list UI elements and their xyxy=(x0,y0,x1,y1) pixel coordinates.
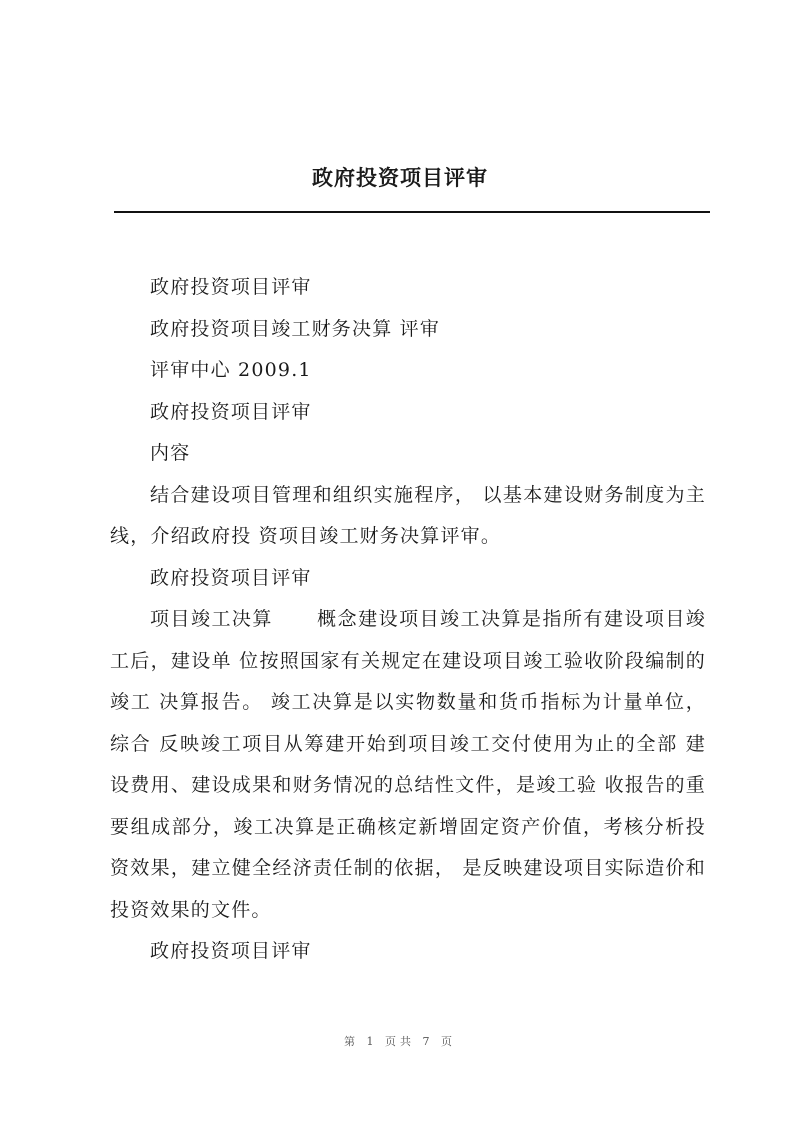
paragraph-intro: 结合建设项目管理和组织实施程序， 以基本建设财务制度为主线，介绍政府投 资项目竣工财务决算评审。 xyxy=(110,483,706,547)
body-line: 评审中心 2009.1 xyxy=(150,359,312,381)
paragraph-lead-term: 项目竣工决算 xyxy=(150,608,273,630)
body-line: 政府投资项目评审 xyxy=(150,400,312,423)
body-line: 内容 xyxy=(150,442,191,464)
paragraph-final-accounts xyxy=(110,599,706,931)
document-title: 政府投资项目评审 xyxy=(312,166,488,190)
body-line: 政府投资项目评审 xyxy=(150,276,312,298)
paragraph-body-text: 概念建设项目竣工决算是指所有建设项目竣工后，建设单 位按照国家有关规定在建设项目竣工验收阶段编制的竣工 决算报告。 竣工决算是以实物数量和货币指标为计量单位，综合 反映竣工项目从筹建开始到项目竣工交付使用为止的全部 建设费用、建设成果和财务情况的总结性文件，是竣工验 收报告的重要组成部分，竣工决算是正确核定新增固定资产价值，考核分析投资效果，建立健全经济责任制的依据， 是反映建设项目实际造价和投资效果的文件。 xyxy=(110,608,706,921)
document-body xyxy=(110,267,706,973)
title-divider xyxy=(114,211,710,213)
section-heading: 政府投资项目评审 xyxy=(150,566,312,589)
section-heading: 政府投资项目评审 xyxy=(150,940,312,962)
body-line: 政府投资项目竣工财务决算 评审 xyxy=(150,317,441,340)
page-number-footer: 第 1 页共 7 页 xyxy=(344,1035,456,1048)
